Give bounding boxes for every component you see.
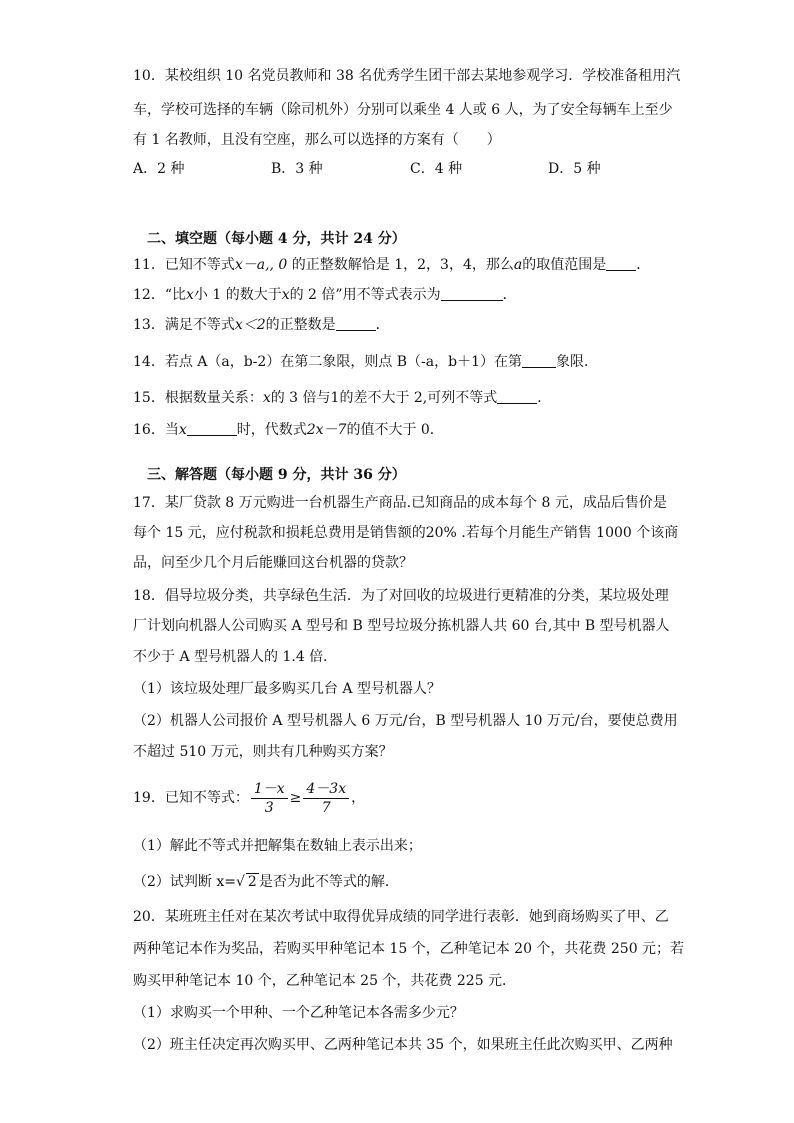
q15-text-a: 15．根据数量关系：	[133, 390, 263, 406]
section-3-title: 三、解答题（每小题 9 分，共计 36 分）	[147, 467, 406, 483]
q18-line-3: 不少于 A 型号机器人的 1.4 倍．	[133, 649, 338, 665]
q18-line-2: 厂计划向机器人公司购买 A 型号和 B 型号垃圾分拣机器人共 60 台,其中 B 型号机器人	[133, 618, 670, 634]
q19-num-1: 1－x	[251, 780, 288, 799]
q18-sub-1: （1）该垃圾处理厂最多购买几台 A 型号机器人？	[133, 681, 441, 697]
q12-answer-blank[interactable]	[441, 286, 503, 301]
q19-den-1: 3	[264, 799, 274, 816]
q16-expr: 2x－7	[306, 422, 347, 438]
q12-x2: x	[281, 287, 290, 303]
q15-x: x	[262, 390, 271, 406]
q18-line-1: 18．倡导垃圾分类，共享绿色生活．为了对回收的垃圾进行更精准的分类，某垃圾处理	[133, 588, 669, 604]
q17-line-1: 17．某厂贷款 8 万元购进一台机器生产商品.已知商品的成本每个 8 元，成品后售价是	[133, 495, 667, 511]
q20-line-1: 20．某班班主任对在某次考试中取得优异成绩的同学进行表彰．她到商场购买了甲、乙	[133, 909, 669, 925]
q19-fraction-left	[251, 780, 288, 817]
q16-x: x	[178, 422, 187, 438]
q11-var: a	[513, 257, 523, 273]
q10-line-1: 10．某校组织 10 名党员教师和 38 名优秀学生团干部去某地参观学习．学校准备租用汽	[133, 68, 681, 84]
q19-sub-1: （1）解此不等式并把解集在数轴上表示出来；	[133, 838, 422, 854]
q19-end: ，	[351, 790, 366, 806]
q13-expr: x＜2	[234, 317, 266, 333]
q20-sub-2: （2）班主任决定再次购买甲、乙两种笔记本共 35 个，如果班主任此次购买甲、乙两种	[133, 1037, 673, 1053]
q20-line-3: 购买甲种笔记本 10 个，乙种笔记本 25 个，共花费 225 元．	[133, 973, 517, 989]
q10-line-3: 有 1 名教师，且没有空座，那么可以选择的方案有（ ）	[133, 132, 501, 148]
q10-option-a: A．2 种	[133, 161, 185, 177]
q19-sqrt-value: 2	[247, 874, 257, 890]
q10-option-c: C．4 种	[410, 161, 463, 177]
q11	[133, 255, 650, 275]
q12-text-c: 的 2 倍”用不等式表示为	[289, 287, 441, 303]
q16-text-c: 的值不大于 0．	[346, 422, 444, 438]
q19-sub-2-text-a: （2）试判断 x=	[133, 874, 236, 890]
q19-text-a: 19．已知不等式：	[133, 790, 249, 806]
q20-line-2: 两种笔记本作为奖品，若购买甲种笔记本 15 个，乙种笔记本 20 个，共花费 250 元；若	[133, 941, 685, 957]
q19-num-2: 4－3x	[303, 780, 349, 799]
q12-end: ．	[502, 287, 517, 303]
q18-sub-2b: 不超过 510 万元，则共有几种购买方案？	[133, 744, 393, 760]
q11-text-b: 的正整数解恰是 1，2，3，4，那么	[287, 257, 514, 273]
q13-text-a: 13．满足不等式	[133, 317, 235, 333]
q15-text-b: 的 3 倍与1的差不大于 2,可列不等式	[270, 390, 498, 406]
q14-answer-blank[interactable]	[522, 353, 556, 368]
q19	[133, 778, 365, 818]
q13-end: ．	[375, 317, 390, 333]
q11-answer-blank[interactable]	[606, 256, 636, 271]
q16-text-b: 时，代数式	[236, 422, 307, 438]
q10-option-d: D．5 种	[548, 161, 601, 177]
q12	[133, 285, 517, 305]
q14-text-a: 14．若点 A（a，b-2）在第二象限，则点 B（-a，b＋1）在第	[133, 354, 523, 370]
q17-line-3: 品，问至少几个月后能赚回这台机器的贷款？	[133, 555, 413, 571]
q13	[133, 315, 390, 335]
q18-sub-2a: （2）机器人公司报价 A 型号机器人 6 万元/台，B 型号机器人 10 万元/台，要使总费用	[133, 713, 678, 729]
q13-text-b: 的正整数是	[265, 317, 336, 333]
q19-sub-2-text-b: 是否为此不等式的解．	[258, 874, 399, 890]
q11-text-c: 的取值范围是	[522, 257, 607, 273]
q10-line-2: 车，学校可选择的车辆（除司机外）分别可以乘坐 4 人或 6 人，为了安全每辆车上至少	[133, 102, 673, 118]
q19-den-2: 7	[321, 799, 331, 816]
section-2-title: 二、填空题（每小题 4 分，共计 24 分）	[147, 231, 406, 247]
q15-answer-blank[interactable]	[497, 389, 537, 404]
q12-text-a: 12．“比	[133, 287, 186, 303]
q12-text-b: 小 1 的数大于	[193, 287, 282, 303]
q11-end: ．	[636, 257, 651, 273]
sqrt-icon: √	[235, 874, 245, 890]
q19-fraction-right	[303, 780, 349, 817]
q15-end: ．	[537, 390, 552, 406]
q10-option-b: B．3 种	[271, 161, 323, 177]
q19-sub-2	[133, 872, 399, 892]
q17-line-2: 每个 15 元，应付税款和损耗总费用是销售额的20% .若每个月能生产销售 1000 个该商	[133, 525, 679, 541]
q13-answer-blank[interactable]	[336, 316, 376, 331]
q14-text-b: 象限．	[556, 354, 599, 370]
q16	[133, 420, 444, 440]
q11-expr: x－a,, 0	[234, 257, 288, 273]
q11-text-a: 11．已知不等式	[133, 257, 235, 273]
q16-text-a: 16．当	[133, 422, 179, 438]
q20-sub-1: （1）求购买一个甲种、一个乙种笔记本各需多少元？	[133, 1005, 464, 1021]
q12-x1: x	[185, 287, 194, 303]
q19-ge-sign: ≥	[289, 790, 302, 806]
q14	[133, 352, 598, 372]
q15	[133, 388, 551, 408]
q16-answer-blank[interactable]	[187, 421, 237, 436]
